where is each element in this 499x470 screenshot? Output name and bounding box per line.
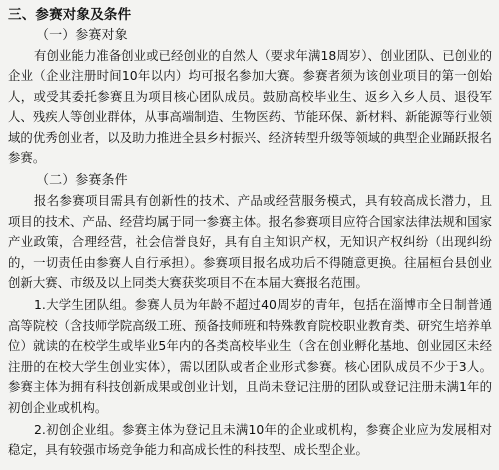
subsection-title-conditions: （二）参赛条件 [36, 173, 128, 189]
startup-enterprise-paragraph: 2.初创企业组。参赛主体为登记且未满10年的企业或机构，参赛企业应为发展相对稳定，具有较强市场竞争能力和高成长性的科技型、成长型企业。 [8, 421, 492, 458]
conditions-paragraph: 报名参赛项目需具有创新性的技术、产品或经营服务模式，具有较高成长潜力，且项目的技术、产品、经营均属于同一参赛主体。报名参赛项目应符合国家法律法规和国家产业政策，合理经营，社会信誉良好，具有自主知识产权，无知识产权纠纷（出现纠纷的，一切责任由参赛人自行承担）。参赛项目报名成功后不得随意更换。往届桓台县创业创新大赛、市级及以上同类大赛获奖项目不在本届大赛报名范围。 [8, 193, 493, 291]
participants-paragraph: 有创业能力准备创业或已经创业的自然人（要求年满18周岁）、创业团队、已创业的企业（企业注册时间10年以内）均可报名参加大赛。参赛者须为该创业项目的第一创始人，或受其委托参赛且为项目核心团队成员。鼓励高校毕业生、返乡入乡人员、退役军人、残疾人等创业群体，从事高端制造、生物医药、节能环保、新材料、新能源等行业领域的优秀创业者，以及助力推进全县乡村振兴、经济转型升级等领域的典型企业踊跃报名参赛。 [8, 48, 493, 166]
college-team-paragraph: 1.大学生团队组。参赛人员为年龄不超过40周岁的青年，包括在淄博市全日制普通高等院校（含技师学院高级工班、预备技师班和特殊教育院校职业教育类、研究生培养单位）就读的在校学生或毕业5年内的各类高校毕业生（含在创业孵化基地、创业园区未经注册的在校大学生创业实体），需以团队或者企业形式参赛。核心团队成员不少于3人。参赛主体为拥有科技创新成果或创业计划，且尚未登记注册的团队或登记注册未满1年的初创企业或机构。 [8, 297, 493, 415]
subsection-title-participants: （一）参赛对象 [36, 28, 128, 43]
section-title: 三、参赛对象及条件 [8, 7, 132, 23]
